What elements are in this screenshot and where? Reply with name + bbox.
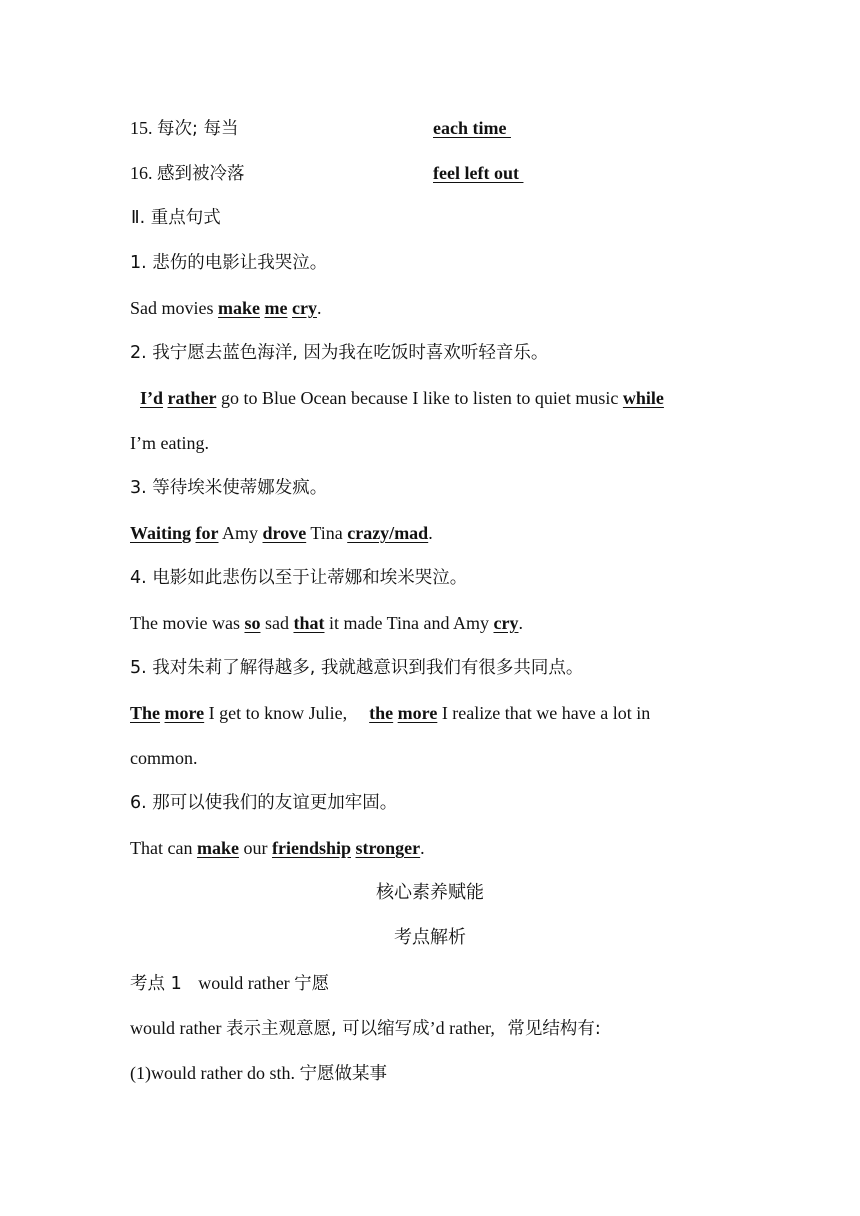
sentence-2-english-cont: I’m eating. xyxy=(130,433,209,453)
sentence-text: I get to know Julie, xyxy=(204,703,348,723)
answer-blank: make xyxy=(196,838,239,858)
sentence-text: . xyxy=(420,838,425,858)
explanation-paragraph xyxy=(130,1016,601,1041)
structure-item-1 xyxy=(130,1061,387,1086)
vocab-row-16 xyxy=(130,161,245,186)
sentence-text: go to Blue Ocean because I like to listen to quiet music xyxy=(216,388,623,408)
vocab-answer xyxy=(433,161,523,185)
sentence-text: sad xyxy=(260,613,294,633)
answer-blank: me xyxy=(264,298,288,318)
sentence-5-english xyxy=(130,701,650,725)
vocab-number: 15. xyxy=(130,118,153,138)
answer-blank: while xyxy=(622,388,664,408)
sentence-5-english-cont: common. xyxy=(130,748,198,768)
answer-blank: crazy/mad xyxy=(347,523,429,543)
sentence-2-chinese: 2. 我宁愿去蓝色海洋, 因为我在吃饭时喜欢听轻音乐。 xyxy=(130,343,549,363)
sentence-5-chinese: 5. 我对朱莉了解得越多, 我就越意识到我们有很多共同点。 xyxy=(130,658,584,678)
explanation-text: would rather xyxy=(130,1018,226,1038)
answer-blank: The xyxy=(130,703,161,723)
sentence-1-english xyxy=(130,296,321,320)
sentence-4-chinese: 4. 电影如此悲伤以至于让蒂娜和埃米哭泣。 xyxy=(130,568,468,588)
point-meaning: 宁愿 xyxy=(294,974,330,994)
answer-blank: more xyxy=(397,703,438,723)
vocab-answer xyxy=(433,116,511,140)
sentence-6-chinese: 6. 那可以使我们的友谊更加牢固。 xyxy=(130,793,398,813)
answer-blank: friendship xyxy=(271,838,351,858)
sentence-3-chinese: 3. 等待埃米使蒂娜发疯。 xyxy=(130,478,328,498)
section-heading: Ⅱ. 重点句式 xyxy=(131,208,221,228)
section-title: 核心素养赋能 xyxy=(376,882,484,903)
answer-blank: the xyxy=(369,703,394,723)
answer-blank: drove xyxy=(262,523,307,543)
answer-blank: stronger xyxy=(355,838,421,858)
answer-blank: that xyxy=(293,613,325,633)
sentence-text: . xyxy=(428,523,433,543)
sentence-text: That can xyxy=(130,838,197,858)
sentence-text: Amy xyxy=(218,523,263,543)
answer-blank: I’d xyxy=(140,388,164,408)
explanation-text: 表示主观意愿, 可以缩写成 xyxy=(225,1019,430,1039)
explanation-text: 常见结构有: xyxy=(507,1019,601,1039)
sentence-2-english xyxy=(140,386,664,410)
sentence-text: The movie was xyxy=(130,613,245,633)
answer-blank: so xyxy=(244,613,261,633)
subsection-title: 考点解析 xyxy=(394,927,466,948)
sentence-text: our xyxy=(238,838,272,858)
vocab-chinese: 感到被冷落 xyxy=(157,164,245,184)
structure-pattern: (1)would rather do sth. xyxy=(130,1063,295,1083)
sentence-4-english xyxy=(130,611,523,635)
answer-blank: cry xyxy=(291,298,317,318)
answer-blank: Waiting xyxy=(130,523,192,543)
explanation-text: ’d rather, xyxy=(429,1018,495,1038)
answer-blank: feel left out xyxy=(433,163,524,183)
sentence-text: Sad movies xyxy=(130,298,218,318)
sentence-text: Tina xyxy=(306,523,348,543)
sentence-text: . xyxy=(316,298,322,318)
answer-blank: for xyxy=(195,523,219,543)
answer-blank: rather xyxy=(167,388,217,408)
answer-blank: more xyxy=(164,703,205,723)
sentence-1-chinese: 1. 悲伤的电影让我哭泣。 xyxy=(130,253,328,273)
answer-blank: each time xyxy=(433,118,511,138)
sentence-6-english xyxy=(130,836,425,860)
answer-blank: make xyxy=(218,298,260,318)
sentence-text: it made Tina and Amy xyxy=(324,613,494,633)
vocab-row-15 xyxy=(130,116,238,141)
point-label: 考点 1 xyxy=(130,974,182,994)
vocab-number: 16. xyxy=(130,163,153,183)
point-1-heading xyxy=(130,971,329,996)
sentence-text: I realize that we have a lot in xyxy=(437,703,651,723)
point-phrase: would rather xyxy=(198,973,290,993)
vocab-chinese: 每次; 每当 xyxy=(157,119,239,139)
sentence-text: . xyxy=(518,613,523,633)
sentence-3-english xyxy=(130,521,433,545)
structure-meaning: 宁愿做某事 xyxy=(299,1064,387,1084)
answer-blank: cry xyxy=(493,613,519,633)
